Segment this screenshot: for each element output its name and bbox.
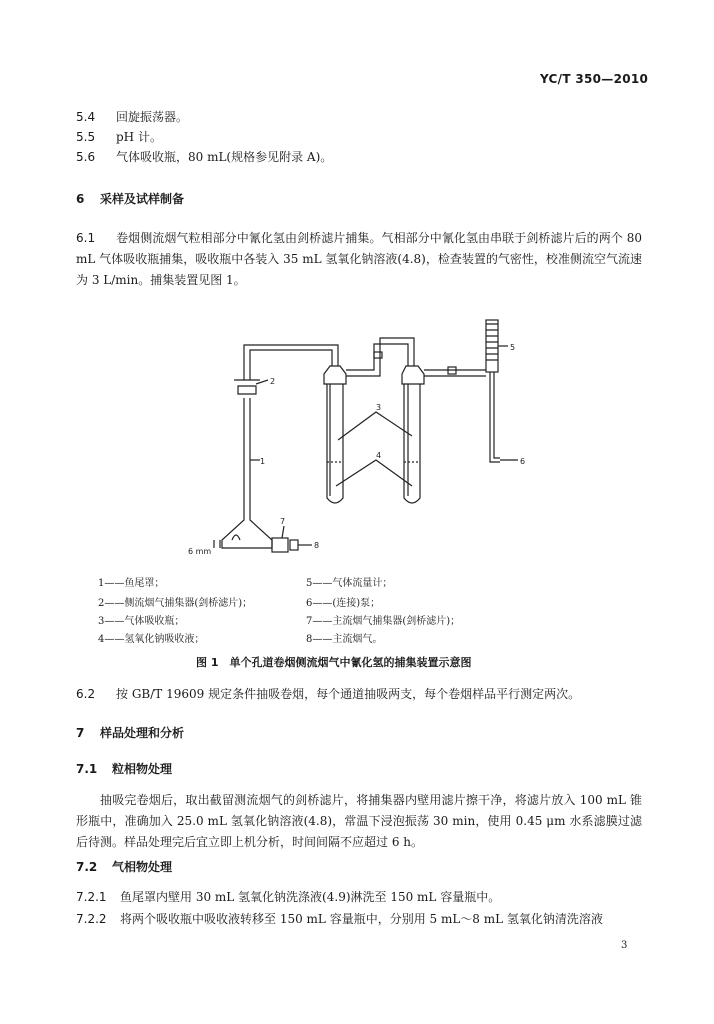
paragraph-7-1: 抽吸完卷烟后，取出截留测流烟气的剑桥滤片，将捕集器内壁用滤片擦干净，将滤片放入 100 mL 锥形瓶中，准确加入 25.0 mL 氢氧化钠溶液(4.8)，常温下浸泡振荡 30 min，使用 0.45 μm 水系滤膜过滤后待测。样品处理完后宜立即上机分析，时间间隔不应超过 6 h。 bbox=[76, 793, 642, 849]
para-text: 将两个吸收瓶中吸收液转移至 150 mL 容量瓶中，分别用 5 mL～8 mL 氢氧化钠清洗溶液 bbox=[120, 912, 603, 926]
section-num: 7 bbox=[76, 726, 85, 740]
item-num: 5.6 bbox=[76, 150, 96, 164]
section-num: 7.2 bbox=[76, 860, 98, 874]
legend-item: 4——氢氧化钠吸收液； bbox=[98, 634, 205, 645]
section-7-2-heading bbox=[76, 860, 172, 874]
item-text: 气体吸收瓶，80 mL(规格参见附录 A)。 bbox=[116, 150, 333, 164]
fish-tail-hood bbox=[222, 398, 272, 548]
section-title: 采样及试样制备 bbox=[100, 192, 185, 206]
legend-item: 7——主流烟气捕集器(剑桥滤片)； bbox=[306, 616, 461, 627]
mainstream-trap bbox=[272, 538, 288, 552]
legend-item: 5——气体流量计； bbox=[306, 578, 393, 589]
legend-item: 2——侧流烟气捕集器(剑桥滤片)； bbox=[98, 598, 253, 609]
para-num: 6.1 bbox=[76, 231, 96, 245]
legend-item: 6——(连接)泵； bbox=[306, 598, 381, 609]
flame-mark bbox=[232, 535, 240, 540]
bottle-2-cap bbox=[402, 366, 424, 384]
standard-number: YC/T 350—2010 bbox=[540, 72, 649, 86]
item-num: 5.4 bbox=[76, 110, 96, 124]
item-text: 回旋振荡器。 bbox=[116, 110, 189, 124]
section-num: 6 bbox=[76, 192, 85, 206]
para-text: 鱼尾罩内壁用 30 mL 氢氧化钠洗涤液(4.9)淋洗至 150 mL 容量瓶中。 bbox=[120, 890, 501, 904]
section-7-1-heading bbox=[76, 762, 172, 776]
para-text: 卷烟侧流烟气粒相部分中氰化氢由剑桥滤片捕集。气相部分中氰化氢由串联于剑桥滤片后的两个 80 mL 气体吸收瓶捕集，吸收瓶中各装入 35 mL 氢氧化钠溶液(4.8)，检查装置的气密性，校准侧流空气流速为 3 L/min。捕集装置见图 1。 bbox=[76, 231, 642, 287]
bottle-1-cap bbox=[324, 366, 346, 384]
label-6: 6 bbox=[520, 457, 526, 466]
section-num: 7.1 bbox=[76, 762, 98, 776]
legend-item: 8——主流烟气。 bbox=[306, 634, 383, 645]
para-text: 按 GB/T 19609 规定条件抽吸卷烟，每个通道抽吸两支，每个卷烟样品平行测定两次。 bbox=[116, 687, 581, 701]
paragraph-7-2-2 bbox=[76, 912, 603, 926]
dim-label: 6 mm bbox=[188, 547, 212, 556]
label-3: 3 bbox=[376, 403, 382, 412]
label-2: 2 bbox=[270, 377, 276, 386]
para-num: 7.2.1 bbox=[76, 890, 107, 904]
section-title: 样品处理和分析 bbox=[100, 726, 185, 740]
para-num: 7.2.2 bbox=[76, 912, 107, 926]
filter-holder-2 bbox=[238, 386, 256, 394]
para-num: 6.2 bbox=[76, 687, 96, 701]
bottle-2-body bbox=[404, 384, 420, 503]
paragraph-7-2-1 bbox=[76, 890, 500, 904]
page-number: 3 bbox=[621, 940, 628, 951]
item-text: pH 计。 bbox=[116, 130, 162, 144]
paragraph-6-2 bbox=[76, 684, 642, 705]
label-5: 5 bbox=[510, 343, 516, 352]
figure-caption: 图 1 单个孔道卷烟侧流烟气中氰化氢的捕集装置示意图 bbox=[196, 656, 472, 669]
item-num: 5.5 bbox=[76, 130, 96, 144]
connector bbox=[374, 352, 382, 358]
label-4: 4 bbox=[376, 451, 382, 460]
label-1: 1 bbox=[260, 457, 266, 466]
section-title: 粒相物处理 bbox=[112, 762, 173, 776]
legend-item: 1——鱼尾罩； bbox=[98, 578, 165, 589]
section-title: 气相物处理 bbox=[112, 860, 173, 874]
label-7: 7 bbox=[280, 517, 286, 526]
label-8: 8 bbox=[314, 541, 320, 550]
flowmeter bbox=[486, 320, 498, 372]
section-7-heading bbox=[76, 726, 184, 740]
legend-item: 3——气体吸收瓶； bbox=[98, 616, 185, 627]
pump-tube bbox=[490, 372, 500, 462]
dim-bracket bbox=[214, 540, 220, 548]
